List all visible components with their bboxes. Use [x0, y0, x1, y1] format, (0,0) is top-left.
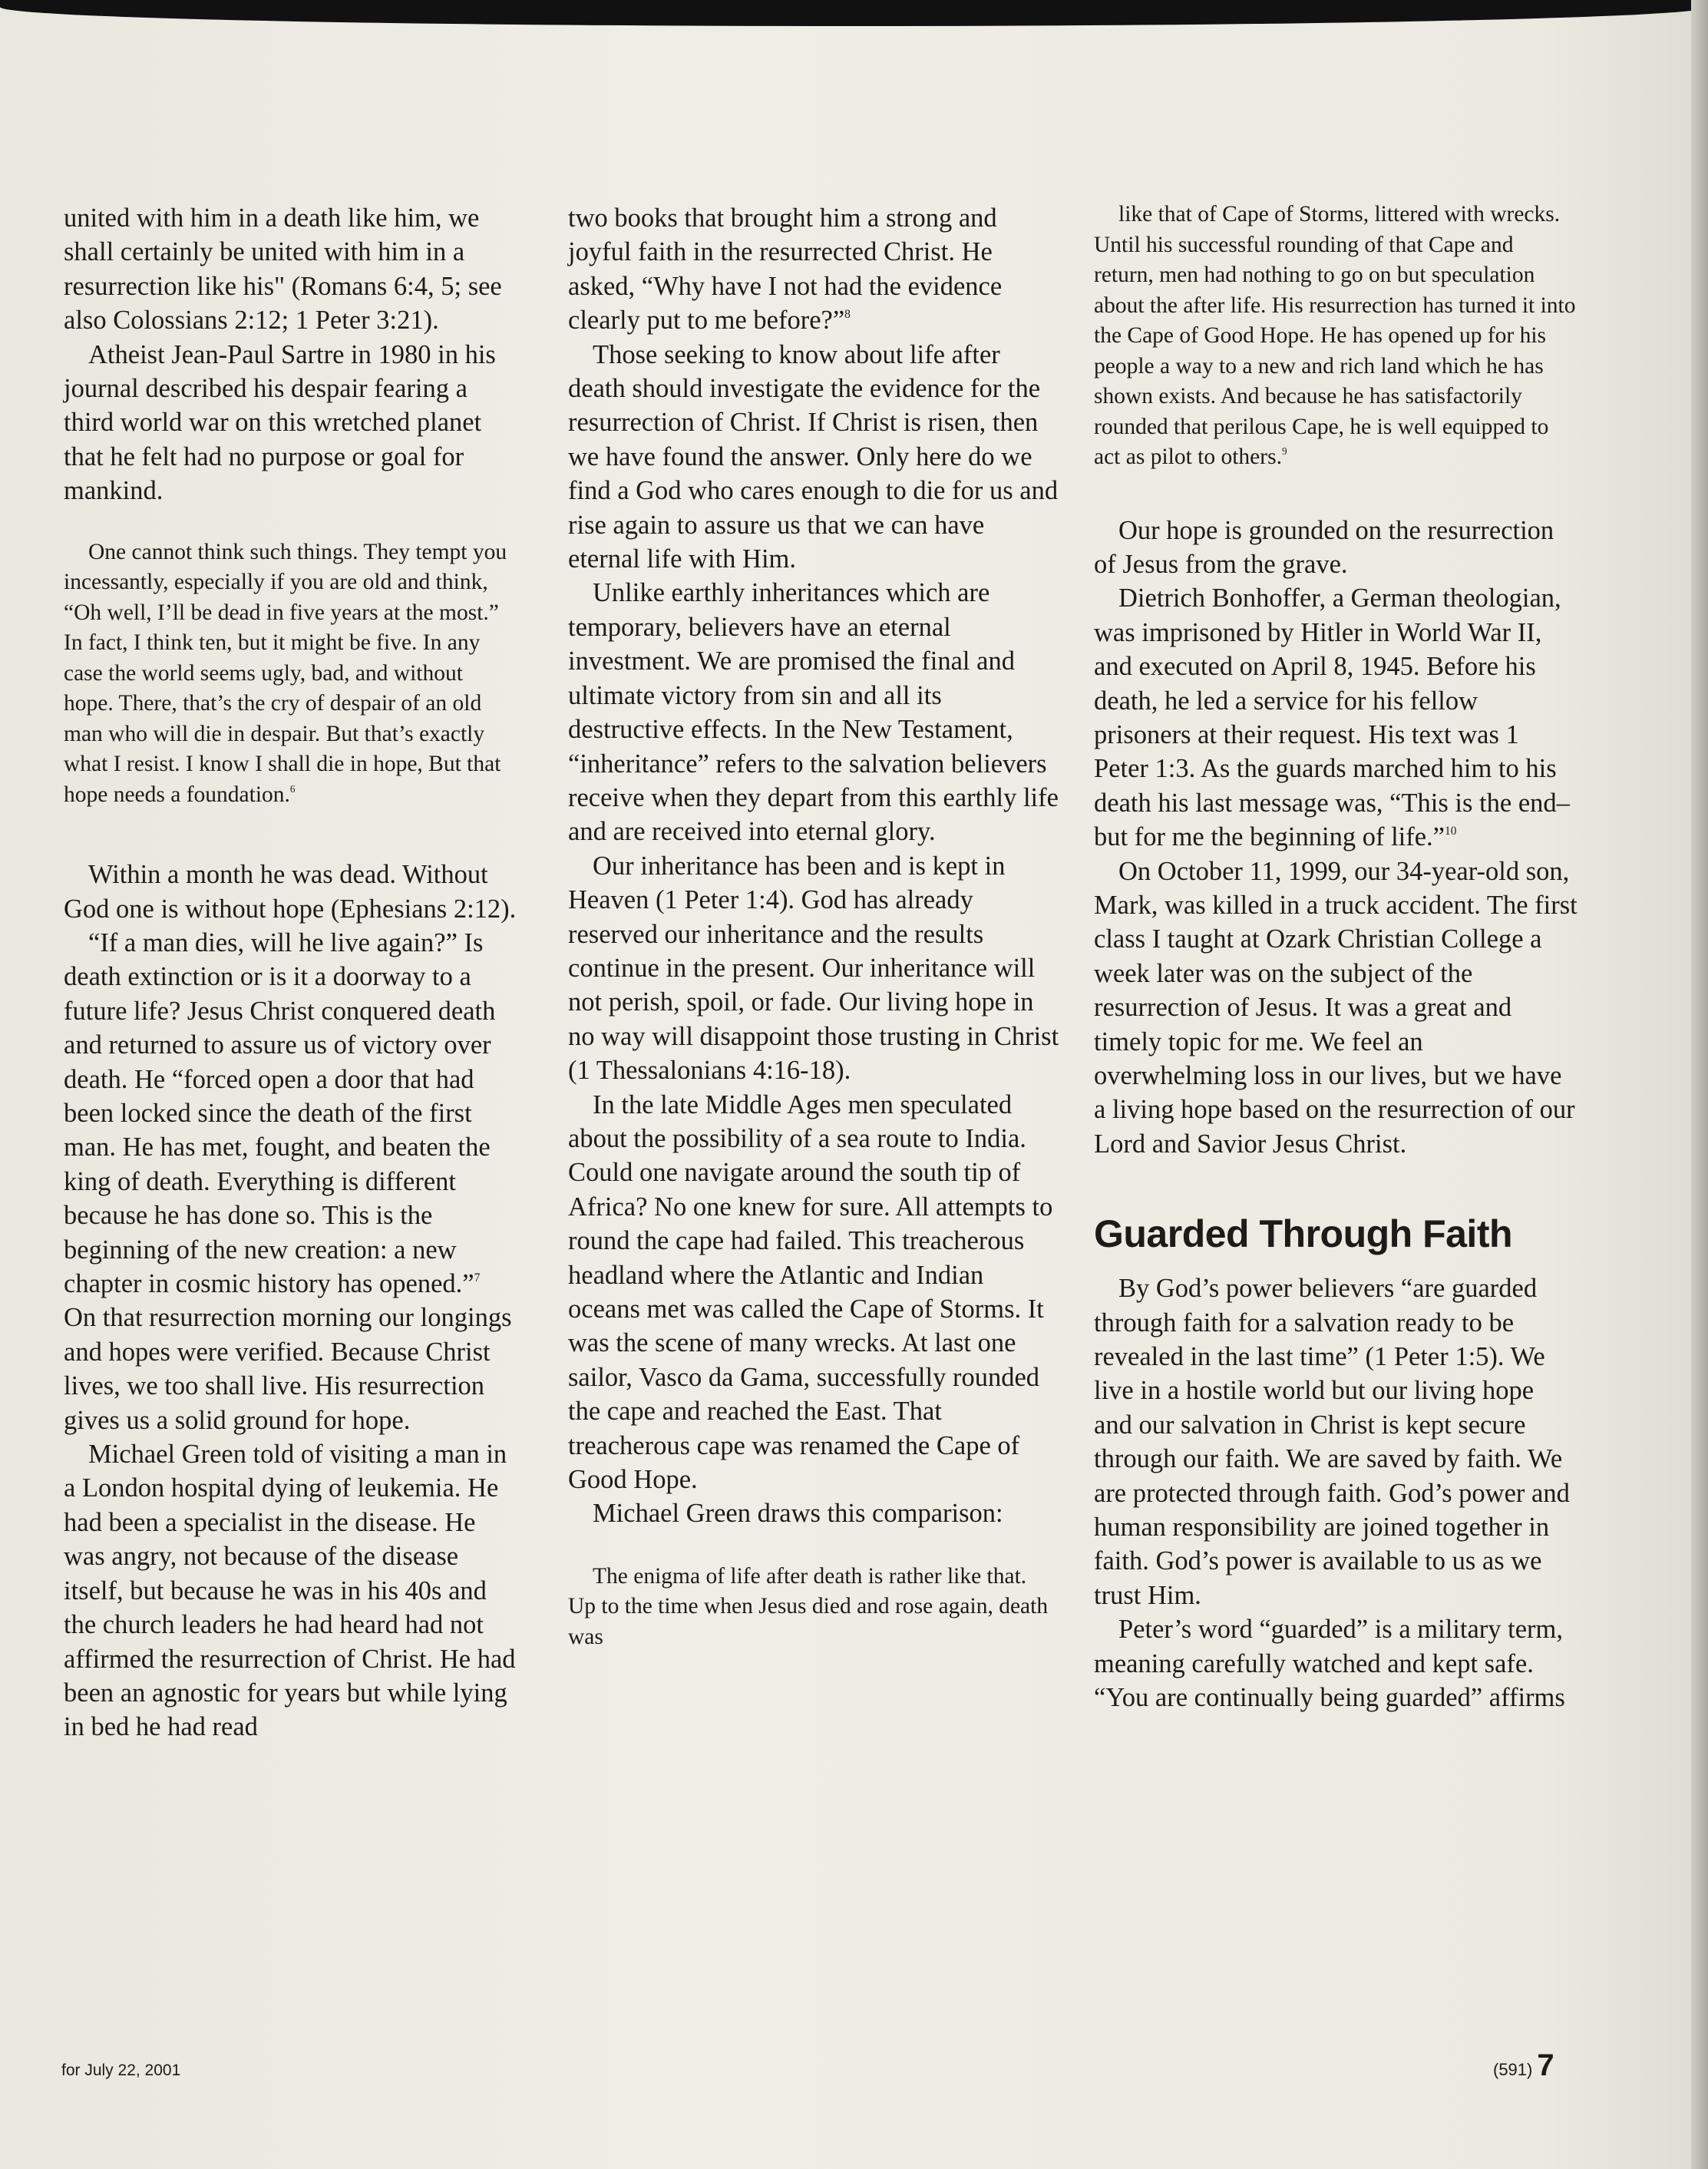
paragraph: Michael Green told of visiting a man in a London hospital dying of leukemia. He had been a specialist in the disease. He was angry, not because of the disease itself, but because he was in his 40s and the church leaders he had heard had not affirmed the resurrection of Christ. He had been an agnostic for years but while lying in bed he had read [64, 1440, 516, 1742]
page-edge [1691, 0, 1708, 2169]
footnote-ref: 7 [474, 1271, 481, 1285]
paragraph-text: Dietrich Bonhoffer, a German theologian, was imprisoned by Hitler in World War II, and executed on April 8, 1945. Before his death, he led a service for his fellow prisoners at their request. His text was 1 Peter 1:3. As the guards marched him to his death his last message was, “This is the end–but for me the beginning of life.” [1094, 584, 1570, 852]
paragraph [1094, 581, 1578, 854]
paragraph [64, 926, 517, 1437]
paragraph-text: “If a man dies, will he live again?” Is death extinction or is it a doorway to a future life? Jesus Christ conquered death and returned to assure us of victory over death. He “forced open a door that had been locked since the death of the first man. He has met, fought, and beaten the king of death. Everything is different because he has done so. This is the beginning of the new creation: a new chapter in cosmic history has opened.” [64, 927, 496, 1299]
paragraph: Michael Green draws this comparison: [593, 1499, 1003, 1529]
paragraph-text: On that resurrection morning our longings and hopes were verified. Because Christ lives, we too shall live. His resurrection gives us a solid ground for hope. [64, 1303, 512, 1435]
paragraph: Our inheritance has been and is kept in Heaven (1 Peter 1:4). God has already reserved our inheritance and the results continue in the present. Our inheritance will not perish, spoil, or fade. Our living hope in no way will disappoint those trusting in Christ (1 Thessalonians 4:16-18). [568, 851, 1059, 1086]
top-shadow [0, 0, 1708, 26]
paragraph: On October 11, 1999, our 34-year-old son, Mark, was killed in a truck accident. The first class I taught at Ozark Christian College a week later was on the subject of the resurrection of Jesus. It was a great and timely topic for me. We feel an overwhelming loss in our lives, but we have a living hope based on the resurrection of our Lord and Savior Jesus Christ. [1094, 856, 1578, 1159]
footnote-ref: 9 [1281, 445, 1287, 458]
paragraph [568, 201, 1059, 338]
column-3 [1094, 200, 1578, 1715]
section-heading: Guarded Through Faith [1094, 1212, 1513, 1256]
footnote-ref: 8 [844, 308, 851, 322]
paragraph: In the late Middle Ages men speculated about the possibility of a sea route to India. Could one navigate around the south tip of Africa? No one knew for sure. All attempts to round the cape had failed. This treacherous headland where the Atlantic and Indian oceans met was called the Cape of Storms. It was the scene of many wrecks. At last one sailor, Vasco da Gama, successfully rounded the cape and reached the East. That treacherous cape was renamed the Cape of Good Hope. [568, 1089, 1053, 1495]
block-quote: The enigma of life after death is rather like that. Up to the time when Jesus died and rose again, death was [568, 1563, 1049, 1649]
paragraph: Atheist Jean-Paul Sartre in 1980 in his journal described his despair fearing a third world war on this wretched planet that he felt had no purpose or goal for mankind. [64, 339, 496, 506]
paragraph: Those seeking to know about life after death should investigate the evidence for the resurrection of Christ. If Christ is risen, then we have found the answer. Only here do we find a God who cares enough to die for us and rise again to assure us that we can have eternal life with Him. [568, 339, 1059, 574]
block-quote [64, 537, 517, 811]
column-1 [64, 201, 517, 1744]
paragraph: Within a month he was dead. Without God one is without hope (Ephesians 2:12). [64, 860, 517, 924]
quote-text: like that of Cape of Storms, littered with wrecks. Until his successful rounding of that Cape and return, men had nothing to go on but speculation about the after life. His resurrection has turned it into the Cape of Good Hope. He has opened up for his people a way to a new and rich land which he has shown exists. And because he has satisfactorily rounded that perilous Cape, he is well equipped to act as pilot to others. [1094, 202, 1576, 469]
page-number: 7 [1537, 2048, 1554, 2082]
block-quote [1094, 200, 1578, 473]
paragraph: By God’s power believers “are guarded through faith for a salvation ready to be revealed in the last time” (1 Peter 1:5). We live in a hostile world but our living hope and our salvation in Christ is kept secure through our faith. We are saved by faith. We are protected through faith. God’s power and human responsibility are joined together in faith. God’s power is available to us as we trust Him. [1094, 1274, 1570, 1610]
paragraph-text: two books that brought him a strong and joyful faith in the resurrected Christ. He asked, “Why have I not had the evidence clearly put to me before?” [568, 203, 1003, 336]
quote-text: One cannot think such things. They tempt you incessantly, especially if you are old and think, “Oh well, I’ll be dead in five years at the most.” In fact, I think ten, but it might be five. In any case the world seems ugly, bad, and without hope. There, that’s the cry of despair of an old man who will die in despair. But that’s exactly what I resist. I know I shall die in hope, But that hope needs a foundation. [64, 539, 507, 807]
footer-date: for July 22, 2001 [61, 2062, 181, 2079]
column-2 [568, 201, 1059, 1652]
page-folio [1493, 2048, 1554, 2083]
footnote-ref: 10 [1445, 825, 1457, 838]
paragraph: Unlike earthly inheritances which are temporary, believers have an eternal investment. We are promised the final and ultimate victory from sin and all its destructive effects. In the New Testament, “inheritance” refers to the salvation believers receive when they depart from this earthly life and are received into eternal glory. [568, 578, 1059, 847]
folio-number: (591) [1493, 2060, 1533, 2079]
paragraph: Peter’s word “guarded” is a military term, meaning carefully watched and kept safe. “You are continually being guarded” affirms [1094, 1615, 1565, 1713]
paragraph: united with him in a death like him, we shall certainly be united with him in a resurrection like his" (Romans 6:4, 5; see also Colossians 2:12; 1 Peter 3:21). [64, 203, 502, 336]
footnote-ref: 6 [289, 782, 296, 795]
paragraph: Our hope is grounded on the resurrection of Jesus from the grave. [1094, 515, 1554, 579]
